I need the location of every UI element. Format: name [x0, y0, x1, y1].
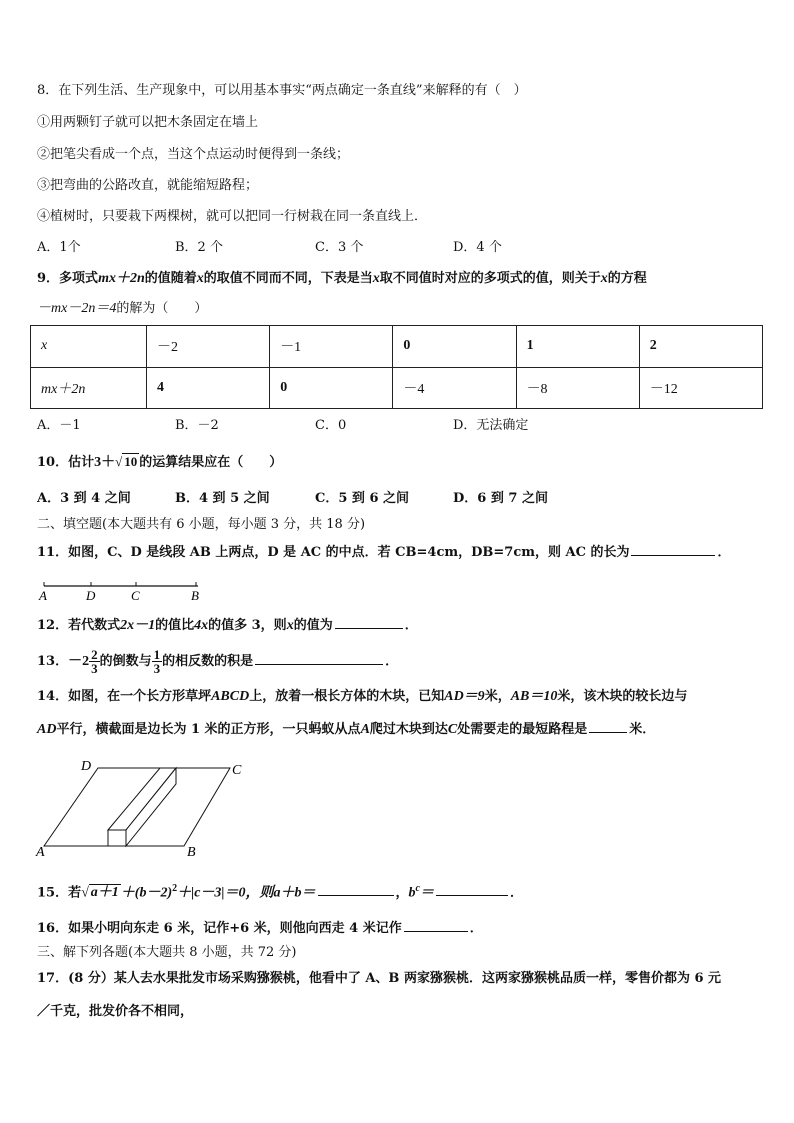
q13-fraction-2: $\frac{1}{3}$ — [153, 647, 161, 676]
q11-stem: 11．如图，C、D 是线段 AB 上两点，D 是 AC 的中点．若 CB=4cm，DB=7cm，则 AC 的长为 ． — [37, 542, 731, 562]
section-2-heading: 二、填空题(本大题共有 6 小题，每小题 3 分，共 18 分) — [37, 517, 366, 532]
q10-sqrt: √ 10 — [115, 454, 138, 469]
q15-answer-blank-2[interactable] — [436, 882, 508, 896]
q9-option-c: C．0 — [315, 418, 347, 433]
q10-option-a: A．3 到 4 之间 — [37, 491, 131, 506]
q9-var-x2: x — [372, 271, 380, 286]
vertex-label-a: A — [36, 845, 45, 860]
q8-item-4: ④植树时，只要栽下两棵树，就可以把同一行树栽在同一条直线上． — [37, 209, 428, 224]
q11-segment-figure — [36, 580, 206, 606]
q12-answer-blank[interactable] — [335, 615, 403, 629]
q8-item-2: ②把笔尖看成一个点，当这个点运动时便得到一条线； — [37, 147, 350, 162]
q12-stem: 12．若代数式2x－1的值比4x的值多 3，则x的值为 ． — [37, 615, 418, 635]
q9-expr: mx＋2n — [98, 271, 145, 286]
q8-option-b: B．2 个 — [175, 240, 223, 255]
table-cell: 2 — [639, 326, 762, 368]
table-cell: －4 — [393, 367, 516, 409]
q9-text-1: 多项式 — [59, 271, 99, 286]
table-cell: mx＋2n — [31, 367, 147, 409]
block-front-face — [108, 830, 126, 846]
q15-stem: 15．若√ $a+1 +(b-2)^2+|c-3|=0$，则a＋b＝ ，$b^c=$ ． — [37, 883, 523, 901]
q14-answer-blank[interactable] — [589, 719, 627, 733]
q11-answer-blank[interactable] — [631, 542, 715, 556]
q8-stem: 8．在下列生活、生产现象中，可以用基本事实“两点确定一条直线”来解释的有（ ） — [37, 83, 527, 98]
table-row — [31, 326, 763, 368]
q15-answer-blank-1[interactable] — [318, 882, 394, 896]
point-label-a: A — [39, 588, 47, 603]
table-cell: 0 — [270, 367, 393, 409]
q16-answer-blank[interactable] — [404, 918, 468, 932]
table-cell: x — [31, 326, 147, 368]
q9-value-table — [30, 325, 763, 409]
q9-stem-line2 — [37, 300, 207, 318]
q9-text-6: 的解为（ ） — [116, 301, 208, 316]
q10-option-c: C．5 到 6 之间 — [315, 491, 410, 506]
q9-text-2: 的值随着 — [144, 271, 197, 286]
q8-item-3: ③把弯曲的公路改直，就能缩短路程； — [37, 178, 259, 193]
q10-text-1: 10．估计 — [37, 455, 95, 470]
vertex-label-d: D — [81, 759, 92, 774]
q15-sqrt: √ a＋1 — [81, 885, 119, 901]
q14-stem-line2: AD平行，横截面是边长为 1 米的正方形，一只蚂蚁从点A爬过木块到达C处需要走的最短路程是 米． — [37, 719, 655, 739]
q10-text-2: 的运算结果应在（ ） — [139, 455, 283, 470]
section-3-heading: 三、解下列各题(本大题共 8 小题，共 72 分) — [37, 945, 297, 960]
table-cell: 4 — [147, 367, 270, 409]
q9-text-5: 的方程 — [607, 271, 647, 286]
q14-lawn-figure — [34, 752, 254, 862]
vertex-label-b: B — [187, 845, 196, 860]
q9-number: 9． — [37, 271, 60, 286]
vertex-label-c: C — [232, 763, 242, 778]
point-label-d: D — [86, 588, 96, 603]
q17-line1: 17．(8 分）某人去水果批发市场采购猕猴桃，他看中了 A、B 两家猕猴桃．这两家猕猴桃品质一样，零售价都为 6 元 — [37, 971, 722, 986]
table-cell: 1 — [516, 326, 639, 368]
table-cell: －2 — [147, 326, 270, 368]
q17-line2: ／千克，批发价各不相同， — [37, 1004, 194, 1019]
table-cell: －8 — [516, 367, 639, 409]
table-row — [31, 367, 763, 409]
q14-stem-line1: 14．如图，在一个长方形草坪ABCD上，放着一根长方体的木块，已知AD＝9米，AB＝10米，该木块的较长边与 — [37, 689, 688, 704]
q9-text-3: 的取值不同而不同，下表是当 — [203, 271, 373, 286]
point-label-b: B — [191, 588, 199, 603]
q9-equation: －mx－2n＝4 — [37, 301, 117, 316]
q9-text-4: 取不同值时对应的多项式的值，则关于 — [379, 271, 601, 286]
q9-var-x1: x — [196, 271, 204, 286]
q8-option-d: D．4 个 — [453, 240, 502, 255]
q8-option-a: A．1个 — [37, 240, 81, 255]
q13-fraction-1: $\frac{2}{3}$ — [91, 647, 98, 676]
table-cell: 0 — [393, 326, 516, 368]
q9-option-d: D．无法确定 — [453, 418, 529, 433]
q9-var-x3: x — [600, 271, 608, 286]
point-label-c: C — [131, 588, 140, 603]
q10-expr: 3＋ — [94, 455, 116, 470]
q13-answer-blank[interactable] — [255, 651, 383, 665]
q8-item-1: ①用两颗钉子就可以把木条固定在墙上 — [37, 115, 259, 130]
q9-stem-line1 — [37, 270, 647, 288]
q13-stem: 13．－2 $\frac{2}{3}$ 的倒数与 $\frac{1}{3}$ 的相反数的积是 ． — [37, 647, 399, 676]
q9-option-a: A．－1 — [37, 418, 81, 433]
q10-option-b: B．4 到 5 之间 — [175, 491, 270, 506]
q10-option-d: D．6 到 7 之间 — [453, 491, 548, 506]
table-cell: －12 — [639, 367, 762, 409]
q9-option-b: B．－2 — [175, 418, 219, 433]
table-cell: －1 — [270, 326, 393, 368]
q10-stem — [37, 453, 282, 472]
q16-stem: 16．如果小明向东走 6 米，记作+6 米，则他向西走 4 米记作 ． — [37, 918, 483, 938]
q8-option-c: C．3 个 — [315, 240, 364, 255]
